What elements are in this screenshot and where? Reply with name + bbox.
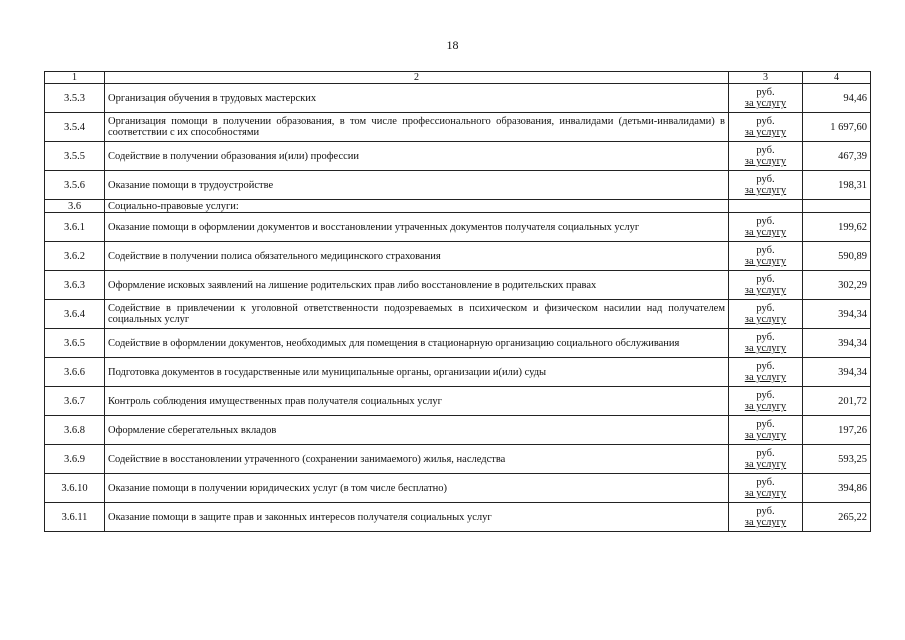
row-number: 3.6.7 bbox=[45, 387, 105, 416]
service-name: Содействие в оформлении документов, необходимых для помещения в стационарную организацию социального обслуживания bbox=[105, 329, 729, 358]
table-row bbox=[45, 113, 871, 142]
service-name: Организация помощи в получении образования, в том числе профессионального образования, инвалидами (детьми-инвалидами) в соответствии с их способностями bbox=[105, 113, 729, 142]
unit-currency: руб. bbox=[756, 419, 775, 430]
row-unit bbox=[729, 113, 803, 142]
unit-currency: руб. bbox=[756, 332, 775, 343]
row-unit bbox=[729, 445, 803, 474]
row-unit bbox=[729, 300, 803, 329]
row-price: 590,89 bbox=[803, 242, 871, 271]
row-unit bbox=[729, 271, 803, 300]
row-price: 201,72 bbox=[803, 387, 871, 416]
page-number: 18 bbox=[446, 38, 459, 52]
unit-currency: руб. bbox=[756, 87, 775, 98]
row-price: 1 697,60 bbox=[803, 113, 871, 142]
row-number: 3.6.10 bbox=[45, 474, 105, 503]
row-number: 3.5.5 bbox=[45, 142, 105, 171]
row-number: 3.6.1 bbox=[45, 213, 105, 242]
service-name: Оказание помощи в трудоустройстве bbox=[105, 171, 729, 200]
unit-currency: руб. bbox=[756, 448, 775, 459]
unit-per-service: за услугу bbox=[744, 98, 787, 109]
unit-currency: руб. bbox=[756, 477, 775, 488]
row-number: 3.5.6 bbox=[45, 171, 105, 200]
row-price: 94,46 bbox=[803, 84, 871, 113]
unit-currency: руб. bbox=[756, 506, 775, 517]
service-name: Подготовка документов в государственные или муниципальные органы, организации и(или) суды bbox=[105, 358, 729, 387]
unit-currency: руб. bbox=[756, 245, 775, 256]
unit-per-service: за услугу bbox=[744, 156, 787, 167]
table-row bbox=[45, 445, 871, 474]
row-price-empty bbox=[803, 200, 871, 213]
table-row bbox=[45, 171, 871, 200]
unit-per-service: за услугу bbox=[744, 227, 787, 238]
unit-per-service: за услугу bbox=[744, 314, 787, 325]
unit-currency: руб. bbox=[756, 390, 775, 401]
service-name: Организация обучения в трудовых мастерских bbox=[105, 84, 729, 113]
row-price: 199,62 bbox=[803, 213, 871, 242]
row-price: 593,25 bbox=[803, 445, 871, 474]
unit-per-service: за услугу bbox=[744, 430, 787, 441]
table-row bbox=[45, 142, 871, 171]
table-row bbox=[45, 300, 871, 329]
row-price: 394,86 bbox=[803, 474, 871, 503]
unit-per-service: за услугу bbox=[744, 401, 787, 412]
row-unit bbox=[729, 474, 803, 503]
table-row bbox=[45, 474, 871, 503]
table-row bbox=[45, 213, 871, 242]
unit-per-service: за услугу bbox=[744, 372, 787, 383]
table-row bbox=[45, 416, 871, 445]
table-row bbox=[45, 84, 871, 113]
row-number: 3.6.9 bbox=[45, 445, 105, 474]
row-unit bbox=[729, 503, 803, 532]
row-unit-empty bbox=[729, 200, 803, 213]
row-number: 3.6.8 bbox=[45, 416, 105, 445]
row-number: 3.6.11 bbox=[45, 503, 105, 532]
row-number: 3.5.4 bbox=[45, 113, 105, 142]
table-row bbox=[45, 358, 871, 387]
row-price: 467,39 bbox=[803, 142, 871, 171]
unit-per-service: за услугу bbox=[744, 488, 787, 499]
row-number: 3.6.5 bbox=[45, 329, 105, 358]
unit-currency: руб. bbox=[756, 303, 775, 314]
table-row bbox=[45, 271, 871, 300]
row-price: 394,34 bbox=[803, 300, 871, 329]
header-cell-unit: 3 bbox=[729, 72, 803, 84]
header-cell-price: 4 bbox=[803, 72, 871, 84]
row-unit bbox=[729, 242, 803, 271]
unit-currency: руб. bbox=[756, 361, 775, 372]
unit-currency: руб. bbox=[756, 174, 775, 185]
services-price-table bbox=[44, 71, 871, 532]
unit-per-service: за услугу bbox=[744, 343, 787, 354]
table-section-row bbox=[45, 200, 871, 213]
row-number: 3.5.3 bbox=[45, 84, 105, 113]
row-number: 3.6.6 bbox=[45, 358, 105, 387]
row-unit bbox=[729, 142, 803, 171]
row-number: 3.6.2 bbox=[45, 242, 105, 271]
unit-currency: руб. bbox=[756, 116, 775, 127]
table-row bbox=[45, 387, 871, 416]
unit-per-service: за услугу bbox=[744, 127, 787, 138]
service-name: Оказание помощи в оформлении документов и восстановлении утраченных документов получателя социальных услуг bbox=[105, 213, 729, 242]
row-unit bbox=[729, 387, 803, 416]
row-price: 302,29 bbox=[803, 271, 871, 300]
table-body bbox=[45, 72, 871, 532]
unit-per-service: за услугу bbox=[744, 285, 787, 296]
service-name: Содействие в привлечении к уголовной ответственности подозреваемых в психическом и физическом насилии над получателем социальных услуг bbox=[105, 300, 729, 329]
service-name: Оказание помощи в получении юридических услуг (в том числе бесплатно) bbox=[105, 474, 729, 503]
service-name: Оформление сберегательных вкладов bbox=[105, 416, 729, 445]
header-cell-service: 2 bbox=[105, 72, 729, 84]
header-cell-number: 1 bbox=[45, 72, 105, 84]
service-name: Контроль соблюдения имущественных прав получателя социальных услуг bbox=[105, 387, 729, 416]
table-row bbox=[45, 242, 871, 271]
section-title: Социально-правовые услуги: bbox=[105, 200, 729, 213]
row-unit bbox=[729, 329, 803, 358]
unit-currency: руб. bbox=[756, 274, 775, 285]
row-unit bbox=[729, 84, 803, 113]
row-price: 394,34 bbox=[803, 329, 871, 358]
unit-currency: руб. bbox=[756, 145, 775, 156]
row-price: 265,22 bbox=[803, 503, 871, 532]
row-number: 3.6.3 bbox=[45, 271, 105, 300]
table-row bbox=[45, 503, 871, 532]
service-name: Содействие в получении образования и(или) профессии bbox=[105, 142, 729, 171]
row-price: 394,34 bbox=[803, 358, 871, 387]
row-price: 197,26 bbox=[803, 416, 871, 445]
service-name: Оказание помощи в защите прав и законных интересов получателя социальных услуг bbox=[105, 503, 729, 532]
row-unit bbox=[729, 171, 803, 200]
row-number: 3.6.4 bbox=[45, 300, 105, 329]
service-name: Содействие в восстановлении утраченного (сохранении занимаемого) жилья, наследства bbox=[105, 445, 729, 474]
service-name: Оформление исковых заявлений на лишение родительских прав либо восстановление в родительских правах bbox=[105, 271, 729, 300]
service-name: Содействие в получении полиса обязательного медицинского страхования bbox=[105, 242, 729, 271]
unit-per-service: за услугу bbox=[744, 256, 787, 267]
table-row bbox=[45, 329, 871, 358]
unit-per-service: за услугу bbox=[744, 459, 787, 470]
row-number: 3.6 bbox=[45, 200, 105, 213]
row-unit bbox=[729, 213, 803, 242]
row-unit bbox=[729, 416, 803, 445]
unit-per-service: за услугу bbox=[744, 517, 787, 528]
unit-per-service: за услугу bbox=[744, 185, 787, 196]
unit-currency: руб. bbox=[756, 216, 775, 227]
row-unit bbox=[729, 358, 803, 387]
row-price: 198,31 bbox=[803, 171, 871, 200]
table-header-row bbox=[45, 72, 871, 84]
